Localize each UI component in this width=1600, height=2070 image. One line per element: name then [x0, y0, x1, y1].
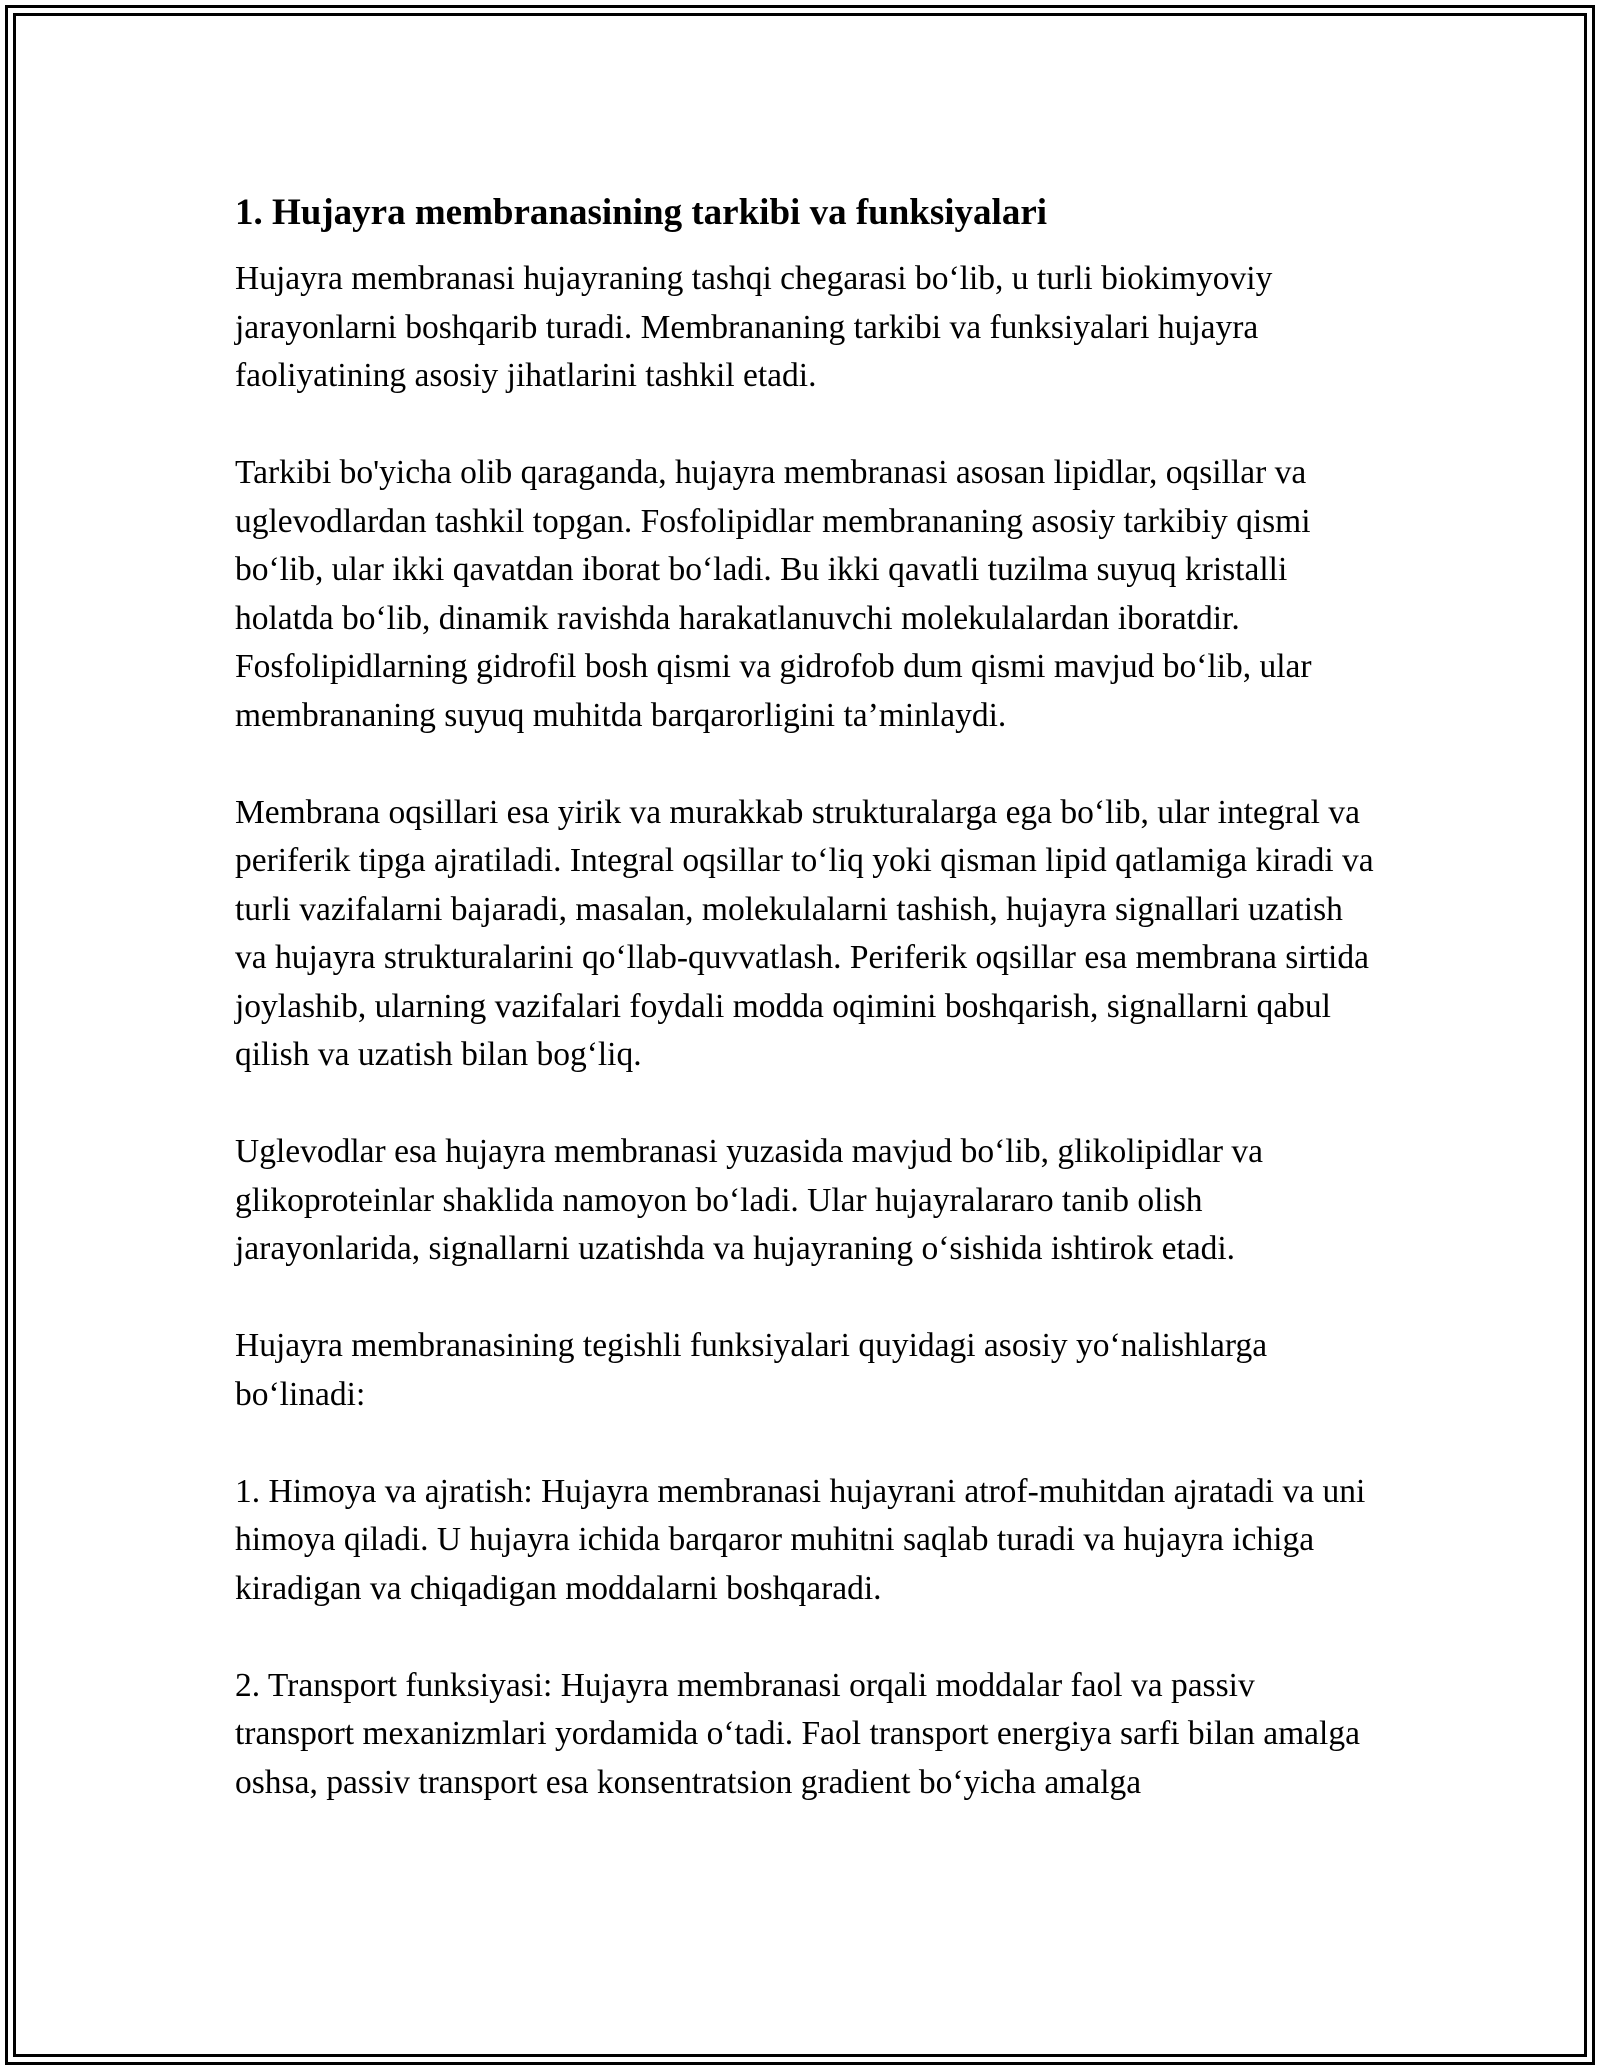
paragraph-proteins: Membrana oqsillari esa yirik va murakkab strukturalarga ega bo‘lib, ular integral va periferik tipga ajratiladi. Integral oqsillar to‘liq yoki qisman lipid qatlamiga kiradi va turli vazifalarni bajaradi, masalan, molekulalarni tashish, hujayra signallari uzatish va hujayra strukturalarini qo‘llab-quvvatlash. Periferik oqsillar esa membrana sirtida joylashib, ularning vazifalari foydali modda oqimini boshqarish, signallarni qabul qilish va uzatish bilan bog‘liq. — [235, 793, 1374, 1073]
paragraph-intro: Hujayra membranasi hujayraning tashqi chegarasi bo‘lib, u turli biokimyoviy jarayonlarni boshqarib turadi. Membrananing tarkibi va funksiyalari hujayra faoliyatining asosiy jihatlarini tashkil etadi. — [235, 260, 1273, 394]
paragraph-functions-intro: Hujayra membranasining tegishli funksiyalari quyidagi asosiy yo‘nalishlarga bo‘linadi: — [235, 1327, 1268, 1413]
list-item-protection: 1. Himoya va ajratish: Hujayra membranasi hujayrani atrof-muhitdan ajratadi va uni himoya qiladi. U hujayra ichida barqaror muhitni saqlab turadi va hujayra ichiga kiradigan va chiqadigan moddalarni boshqaradi. — [235, 1472, 1366, 1607]
paragraph-carbohydrates: Uglevodlar esa hujayra membranasi yuzasida mavjud bo‘lib, glikolipidlar va glikoproteinlar shaklida namoyon bo‘ladi. Ular hujayralararo tanib olish jarayonlarida, signallarni uzatishda va hujayraning o‘sishida ishtirok etadi. — [235, 1133, 1263, 1267]
document-body — [235, 185, 1375, 1807]
paragraph-composition: Tarkibi bo'yicha olib qaraganda, hujayra membranasi asosan lipidlar, oqsillar va uglevodlardan tashkil topgan. Fosfolipidlar membrananing asosiy tarkibiy qismi bo‘lib, ular ikki qavatdan iborat bo‘ladi. Bu ikki qavatli tuzilma suyuq kristalli holatda bo‘lib, dinamik ravishda harakatlanuvchi molekulalardan iboratdir. Fosfolipidlarning gidrofil bosh qismi va gidrofob dum qismi mavjud bo‘lib, ular membrananing suyuq muhitda barqarorligini ta’minlaydi. — [235, 454, 1312, 734]
list-item-transport: 2. Transport funksiyasi: Hujayra membranasi orqali moddalar faol va passiv transport mexanizmlari yordamida o‘tadi. Faol transport energiya sarfi bilan amalga oshsa, passiv transport esa konsentratsion gradient bo‘yicha amalga — [235, 1666, 1360, 1801]
section-heading: 1. Hujayra membranasining tarkibi va funksiyalari — [235, 192, 1048, 233]
